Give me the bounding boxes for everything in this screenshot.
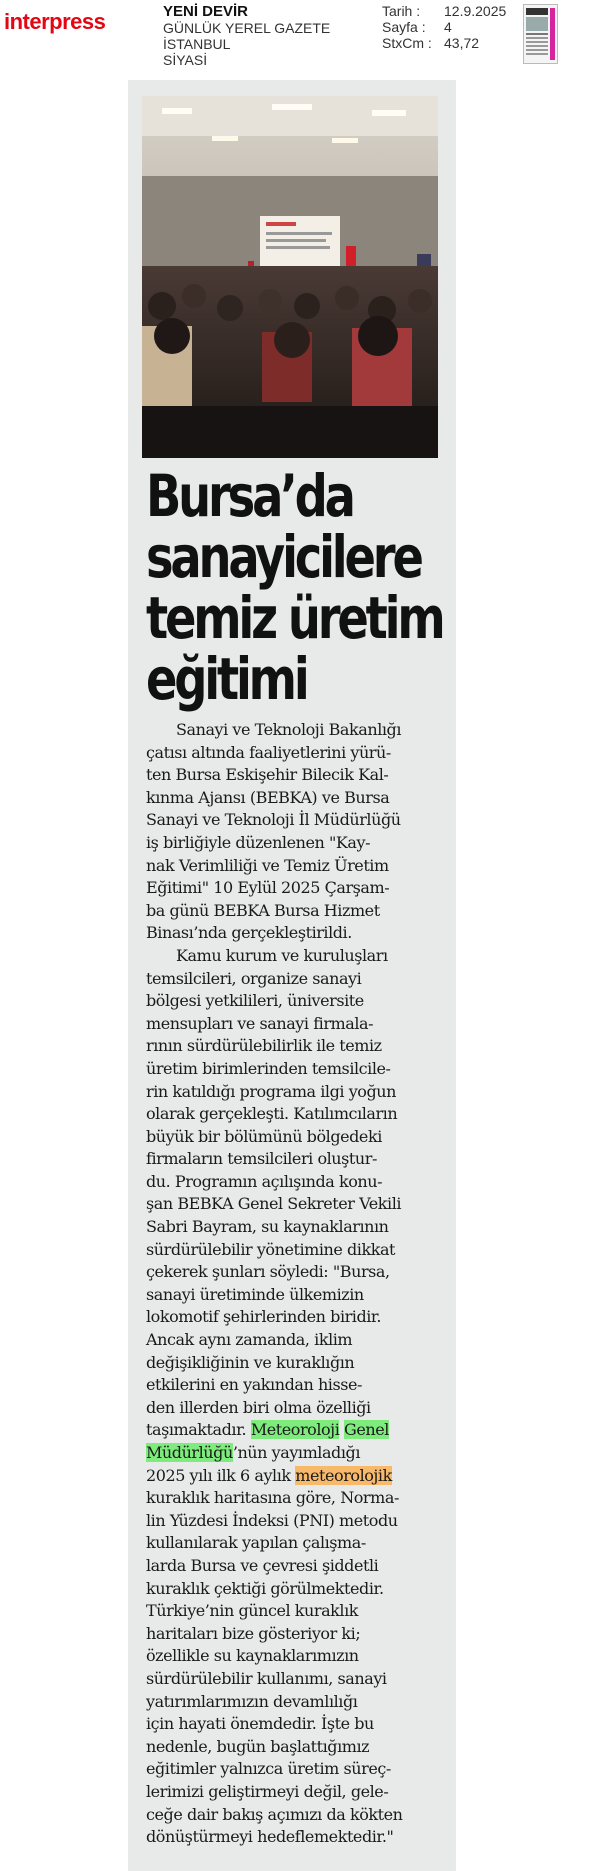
body-line bbox=[146, 1465, 442, 1488]
body-line: olarak gerçekleşti. Katılımcıların bbox=[146, 1104, 398, 1124]
headline-line: temiz üretim bbox=[146, 584, 443, 652]
body-line: kınma Ajansı (BEBKA) ve Bursa bbox=[146, 787, 390, 807]
highlight-keyword: meteorolojik bbox=[295, 1465, 392, 1485]
body-line: den illerden biri olma özelliği bbox=[146, 1397, 371, 1417]
publication-city: İSTANBUL bbox=[163, 36, 231, 52]
article-headline bbox=[146, 462, 443, 713]
body-line: kullanılarak yapılan çalışma- bbox=[146, 1533, 366, 1553]
publication-section: SİYASİ bbox=[163, 52, 208, 68]
body-line: kuraklık haritasına göre, Norma- bbox=[146, 1488, 399, 1508]
headline-line: eğitimi bbox=[146, 645, 307, 713]
body-line: sanayi üretiminde ülkemizin bbox=[146, 1284, 364, 1304]
body-line: çekerek şunları söyledi: "Bursa, bbox=[146, 1262, 390, 1282]
meta-key: StxCm : bbox=[382, 35, 432, 51]
body-line: üretim birimlerinden temsilcile- bbox=[146, 1058, 391, 1078]
body-line: Kamu kurum ve kuruluşları bbox=[176, 945, 388, 965]
body-line: için hayati önemdedir. İşte bu bbox=[146, 1714, 374, 1734]
body-line: lin Yüzdesi İndeksi (PNI) metodu bbox=[146, 1510, 398, 1530]
body-line: mensupları ve sanayi firmala- bbox=[146, 1013, 374, 1033]
body-line: nedenle, bugün başlattığımız bbox=[146, 1736, 370, 1756]
clip-meta bbox=[382, 3, 514, 51]
body-line: bölgesi yetkilileri, üniversite bbox=[146, 991, 364, 1011]
article-body bbox=[146, 719, 442, 1849]
highlight-keyword: Meteoroloji bbox=[250, 1420, 340, 1440]
body-text: taşımaktadır. bbox=[146, 1420, 247, 1440]
meta-value: 43,72 bbox=[444, 35, 480, 51]
interpress-logo bbox=[2, 4, 124, 40]
body-line: çatısı altında faaliyetlerini yürü- bbox=[146, 742, 391, 762]
body-line: firmaların temsilcileri oluştur- bbox=[146, 1149, 377, 1169]
body-line: larda Bursa ve çevresi şiddetli bbox=[146, 1555, 379, 1575]
body-line: değişikliğinin ve kuraklığın bbox=[146, 1352, 355, 1372]
body-line: iş birliğiyle düzenlenen "Kay- bbox=[146, 832, 371, 852]
logo-text: interpress bbox=[4, 9, 106, 34]
body-line: dönüştürmeyi hedeflemektedir." bbox=[146, 1827, 394, 1847]
body-line: eğitimler yalnızca üretim süreç- bbox=[146, 1759, 391, 1779]
body-line bbox=[146, 1442, 442, 1465]
highlight-keyword: Müdürlüğü bbox=[146, 1443, 233, 1462]
body-line: ten Bursa Eskişehir Bilecik Kal- bbox=[146, 765, 389, 785]
body-line: temsilcileri, organize sanayi bbox=[146, 968, 362, 988]
body-line: nak Verimliliği ve Temiz Üretim bbox=[146, 855, 389, 875]
meta-key: Sayfa : bbox=[382, 19, 426, 35]
headline-line: Bursa’da bbox=[146, 462, 353, 530]
body-line: Binası’nda gerçekleştirildi. bbox=[146, 923, 352, 943]
body-line: rının sürdürülebilirlik ile temiz bbox=[146, 1036, 382, 1056]
page-thumbnail[interactable] bbox=[523, 4, 558, 64]
publication-info bbox=[163, 4, 363, 68]
body-line: Türkiye’nin güncel kuraklık bbox=[146, 1601, 358, 1621]
body-line: Ancak aynı zamanda, iklim bbox=[146, 1330, 353, 1350]
meta-key: Tarih : bbox=[382, 3, 421, 19]
meta-date bbox=[382, 3, 514, 19]
meta-stxcm bbox=[382, 35, 514, 51]
publication-type: GÜNLÜK YEREL GAZETE bbox=[163, 20, 331, 36]
body-line: büyük bir bölümünü bölgedeki bbox=[146, 1126, 382, 1146]
body-line: kuraklık çektiği görülmektedir. bbox=[146, 1578, 384, 1598]
body-line: özellikle su kaynaklarımızın bbox=[146, 1646, 359, 1666]
body-line: Eğitimi" 10 Eylül 2025 Çarşam- bbox=[146, 878, 390, 898]
body-line: ceğe dair bakış açımızı da kökten bbox=[146, 1804, 403, 1824]
body-line: şan BEBKA Genel Sekreter Vekili bbox=[146, 1194, 402, 1214]
body-line bbox=[146, 1419, 442, 1442]
highlight-keyword: Genel bbox=[344, 1420, 389, 1440]
meta-value: 12.9.2025 bbox=[444, 3, 507, 19]
body-text: 2025 yılı ilk 6 aylık bbox=[146, 1465, 291, 1485]
headline-line: sanayicilere bbox=[146, 523, 421, 591]
body-line: du. Programın açılışında konu- bbox=[146, 1171, 383, 1191]
body-line: ba günü BEBKA Bursa Hizmet bbox=[146, 900, 380, 920]
body-line: sürdürülebilir kullanımı, sanayi bbox=[146, 1668, 387, 1688]
body-text: ’nün yayımladığı bbox=[232, 1443, 360, 1462]
body-line: lerimizi geliştirmeyi değil, gele- bbox=[146, 1781, 389, 1801]
article-photo bbox=[142, 96, 438, 458]
body-line: haritaları bize gösteriyor ki; bbox=[146, 1623, 361, 1643]
meta-page bbox=[382, 19, 514, 35]
body-line: rin katıldığı programa ilgi yoğun bbox=[146, 1081, 396, 1101]
publication-name: YENİ DEVİR bbox=[163, 3, 249, 20]
body-line: yatırımlarımızın devamlılığı bbox=[146, 1691, 358, 1711]
body-line: Sabri Bayram, su kaynaklarının bbox=[146, 1217, 389, 1237]
body-line: lokomotif şehirlerinden biridir. bbox=[146, 1307, 382, 1327]
meta-value: 4 bbox=[444, 19, 452, 35]
body-line: Sanayi ve Teknoloji İl Müdürlüğü bbox=[146, 810, 401, 830]
body-line: sürdürülebilir yönetimine dikkat bbox=[146, 1239, 396, 1259]
body-line: etkilerini en yakından hisse- bbox=[146, 1375, 362, 1395]
body-line: Sanayi ve Teknoloji Bakanlığı bbox=[176, 720, 402, 739]
